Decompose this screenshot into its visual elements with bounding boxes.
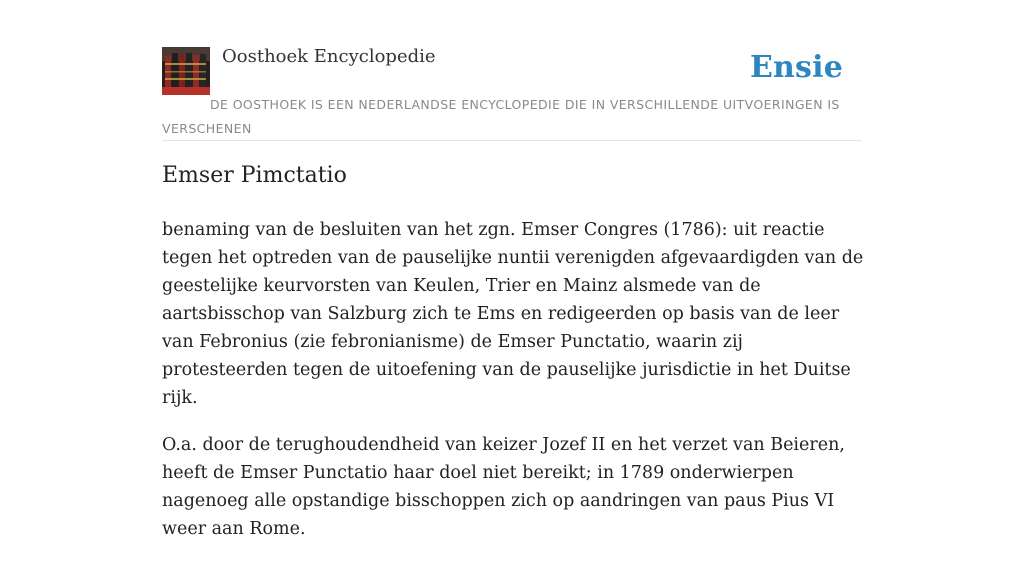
site-tagline: DE OOSTHOEK IS EEN NEDERLANDSE ENCYCLOPEDIE DIE IN VERSCHILLENDE UITVOERINGEN IS VERSCHENEN xyxy=(162,97,840,136)
article-body xyxy=(162,216,867,562)
encyclopedia-books-icon[interactable] xyxy=(162,47,210,95)
article-paragraph: benaming van de besluiten van het zgn. Emser Congres (1786): uit reactie tegen het optreden van de pauselijke nuntii verenigden afgevaardigden van de geestelijke keurvorsten van Keulen, Trier en Mainz alsmede van de aartsbisschop van Salzburg zich te Ems en redigeerden op basis van de leer van Febronius (zie febronianisme) de Emser Punctatio, waarin zij protesteerden tegen de uitoefening van de pauselijke jurisdictie in het Duitse rijk. xyxy=(162,220,864,408)
article-paragraph: O.a. door de terughoudendheid van keizer Jozef II en het verzet van Beieren, heeft de Emser Punctatio haar doel niet bereikt; in 1789 onderwierpen nagenoeg alle opstandige bisschoppen zich op aandringen van paus Pius VI weer aan Rome. xyxy=(162,435,845,539)
brand-logo[interactable]: Ensie xyxy=(749,50,843,85)
site-title[interactable]: Oosthoek Encyclopedie xyxy=(222,46,436,67)
article-title: Emser Pimctatio xyxy=(162,163,347,188)
site-header xyxy=(162,44,862,141)
